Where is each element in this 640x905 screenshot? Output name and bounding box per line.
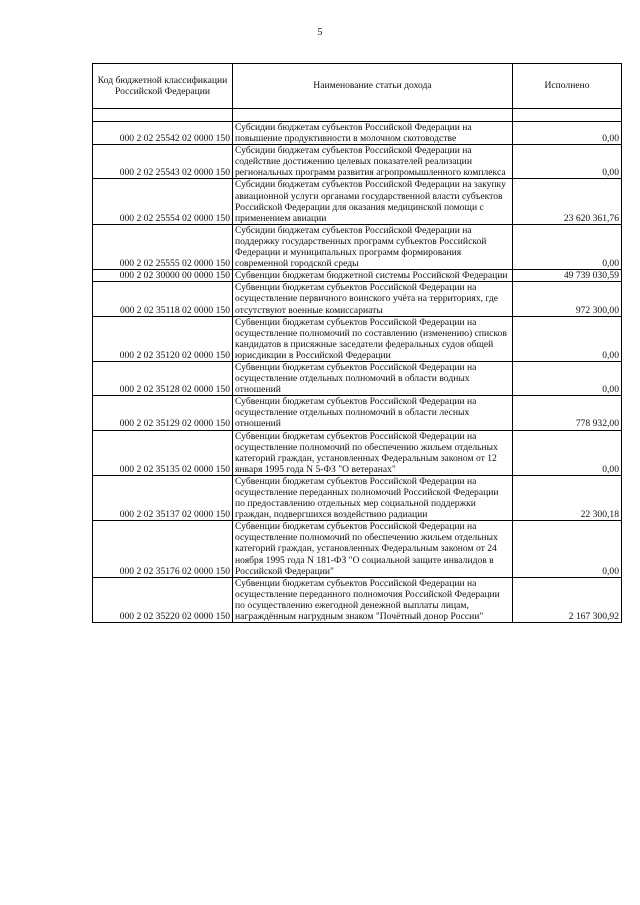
row-name: Субсидии бюджетам субъектов Российской Федерации на повышение продуктивности в молочном скотоводстве <box>233 122 513 145</box>
row-name: Субсидии бюджетам субъектов Российской Федерации на содействие достижению целевых показателей реализации региональных программ развития агропромышленного комплекса <box>233 145 513 179</box>
table-row <box>93 396 622 430</box>
row-amount: 778 932,00 <box>513 396 622 430</box>
row-name: Субвенции бюджетам бюджетной системы Российской Федерации <box>233 270 513 282</box>
table-row <box>93 179 622 224</box>
row-code: 000 2 02 35118 02 0000 150 <box>93 282 233 316</box>
row-code: 000 2 02 25543 02 0000 150 <box>93 145 233 179</box>
row-amount: 0,00 <box>513 521 622 577</box>
row-code: 000 2 02 25555 02 0000 150 <box>93 224 233 269</box>
row-name: Субвенции бюджетам субъектов Российской Федерации на осуществление переданного полномочия Российской Федерации по осуществлению ежегодной денежной выплаты лицам, награждённым нагрудным знаком "Почётный донор России" <box>233 577 513 622</box>
row-code: 000 2 02 30000 00 0000 150 <box>93 270 233 282</box>
row-code: 000 2 02 35176 02 0000 150 <box>93 521 233 577</box>
row-amount: 22 300,18 <box>513 475 622 520</box>
table-header-row <box>93 64 622 109</box>
header-code: Код бюджетной классификации Российской Федерации <box>93 64 233 109</box>
header-amount: Исполнено <box>513 64 622 109</box>
row-code: 000 2 02 35128 02 0000 150 <box>93 361 233 395</box>
table-row <box>93 577 622 622</box>
revenue-table <box>92 63 622 623</box>
table-row <box>93 224 622 269</box>
row-code: 000 2 02 35135 02 0000 150 <box>93 430 233 475</box>
row-amount: 0,00 <box>513 316 622 361</box>
row-code: 000 2 02 35137 02 0000 150 <box>93 475 233 520</box>
row-name: Субвенции бюджетам субъектов Российской Федерации на осуществление первичного воинского учёта на территориях, где отсутствуют военные комиссариаты <box>233 282 513 316</box>
table-row <box>93 430 622 475</box>
spacer-row <box>93 109 622 122</box>
page-number: 5 <box>317 27 323 38</box>
row-code: 000 2 02 25542 02 0000 150 <box>93 122 233 145</box>
row-amount: 2 167 300,92 <box>513 577 622 622</box>
row-name: Субсидии бюджетам субъектов Российской Федерации на поддержку государственных программ субъектов Российской Федерации и муниципальных программ формирования современной городской среды <box>233 224 513 269</box>
table-row <box>93 316 622 361</box>
row-name: Субвенции бюджетам субъектов Российской Федерации на осуществление отдельных полномочий в области лесных отношений <box>233 396 513 430</box>
row-name: Субвенции бюджетам субъектов Российской Федерации на осуществление полномочий по составлению (изменению) списков кандидатов в присяжные заседатели федеральных судов общей юрисдикции в Российской Федерации <box>233 316 513 361</box>
row-amount: 0,00 <box>513 361 622 395</box>
row-amount: 0,00 <box>513 122 622 145</box>
row-code: 000 2 02 35220 02 0000 150 <box>93 577 233 622</box>
row-code: 000 2 02 25554 02 0000 150 <box>93 179 233 224</box>
row-amount: 0,00 <box>513 145 622 179</box>
row-name: Субвенции бюджетам субъектов Российской Федерации на осуществление отдельных полномочий в области водных отношений <box>233 361 513 395</box>
row-code: 000 2 02 35120 02 0000 150 <box>93 316 233 361</box>
table-row <box>93 270 622 282</box>
row-amount: 972 300,00 <box>513 282 622 316</box>
table-row <box>93 122 622 145</box>
table-row <box>93 361 622 395</box>
row-amount: 23 620 361,76 <box>513 179 622 224</box>
header-name: Наименование статьи дохода <box>233 64 513 109</box>
table-row <box>93 282 622 316</box>
table-row <box>93 475 622 520</box>
row-amount: 0,00 <box>513 224 622 269</box>
row-name: Субвенции бюджетам субъектов Российской Федерации на осуществление полномочий по обеспечению жильем отдельных категорий граждан, установленных Федеральным законом от 24 ноября 1995 года N 181-ФЗ "О социальной защите инвалидов в Российской Федерации" <box>233 521 513 577</box>
row-amount: 49 739 030,59 <box>513 270 622 282</box>
table-row <box>93 521 622 577</box>
row-name: Субсидии бюджетам субъектов Российской Федерации на закупку авиационной услуги органами государственной власти субъектов Российской Федерации для оказания медицинской помощи с применением авиации <box>233 179 513 224</box>
table-row <box>93 145 622 179</box>
row-name: Субвенции бюджетам субъектов Российской Федерации на осуществление полномочий по обеспечению жильем отдельных категорий граждан, установленных Федеральным законом от 12 января 1995 года N 5-ФЗ "О ветеранах" <box>233 430 513 475</box>
row-name: Субвенции бюджетам субъектов Российской Федерации на осуществление переданных полномочий Российской Федерации по предоставлению отдельных мер социальной поддержки граждан, подвергшихся воздействию радиации <box>233 475 513 520</box>
row-amount: 0,00 <box>513 430 622 475</box>
row-code: 000 2 02 35129 02 0000 150 <box>93 396 233 430</box>
